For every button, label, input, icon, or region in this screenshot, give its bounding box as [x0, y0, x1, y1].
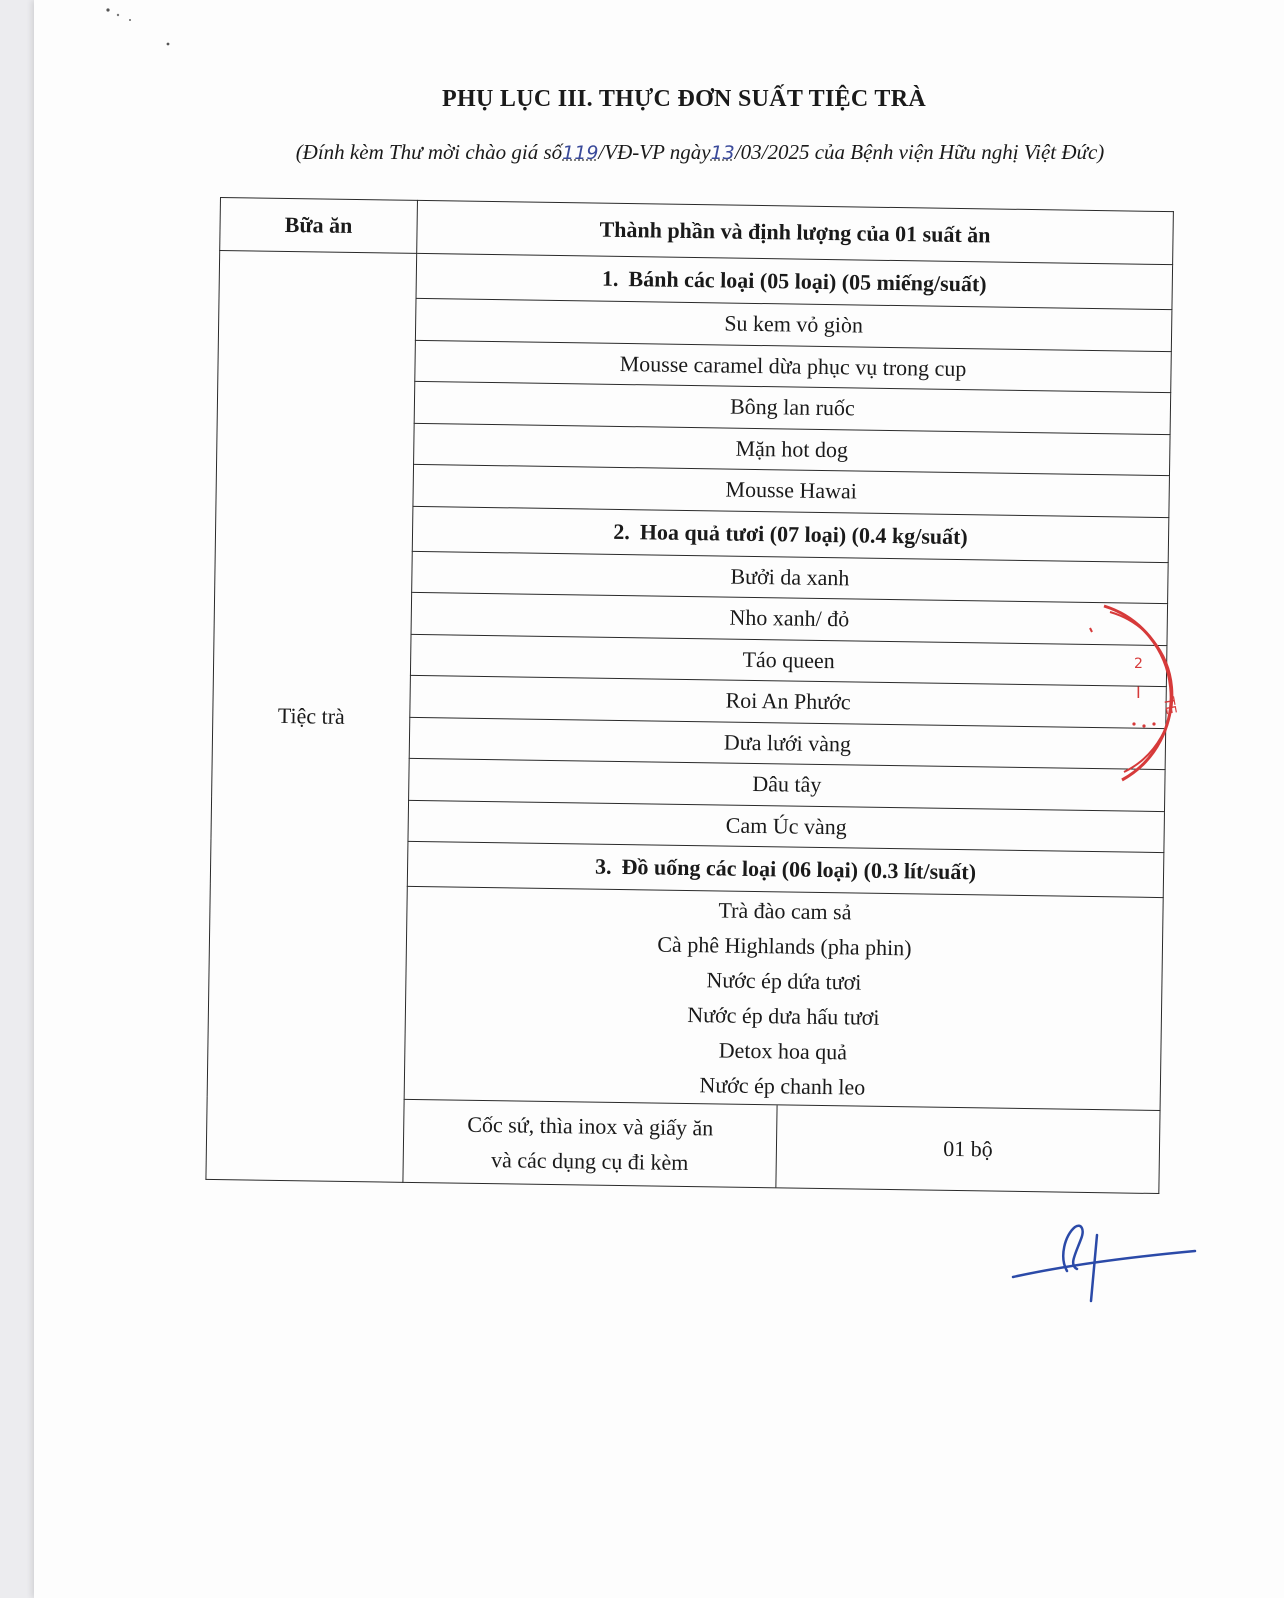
list-item: Cà phê Highlands (pha phin)	[657, 931, 912, 961]
list-item: Nước ép dưa hấu tươi	[687, 1002, 880, 1030]
subtitle-number: 119	[562, 142, 599, 164]
section-title: Bánh các loại (05 loại) (05 miếng/suất)	[628, 266, 987, 297]
document-title: PHỤ LỤC III. THỰC ĐƠN SUẤT TIỆC TRÀ	[442, 86, 926, 112]
list-item: Bông lan ruốc	[414, 381, 1171, 434]
list-item: Dâu tây	[409, 758, 1166, 811]
list-item: Bưởi da xanh	[412, 551, 1169, 604]
section-number: 3.	[594, 853, 612, 879]
utensils-line-2: và các dụng cụ đi kèm	[490, 1147, 689, 1176]
list-item: Su kem vỏ giòn	[415, 298, 1172, 351]
meal-name-cell: Tiệc trà	[206, 251, 417, 1183]
list-item: Trà đào cam sả	[718, 897, 852, 925]
utensils-quantity: 01 bộ	[943, 1135, 993, 1162]
subtitle-suffix: /03/2025 của Bệnh viện Hữu nghị Việt Đức)	[734, 140, 1105, 164]
document-subtitle	[34, 140, 1284, 165]
list-item: Mousse caramel dừa phục vụ trong cup	[415, 340, 1172, 393]
subtitle-prefix: (Đính kèm Thư mời chào giá số	[295, 140, 563, 164]
list-item: Nước ép dứa tươi	[706, 967, 862, 995]
list-item: Mousse Hawai	[413, 464, 1170, 517]
document-page	[34, 0, 1284, 1598]
scan-specks	[94, 0, 174, 60]
section-number: 2.	[613, 518, 631, 544]
svg-text:TE: TE	[1160, 695, 1179, 716]
list-item: Táo queen	[410, 634, 1167, 687]
list-item: Detox hoa quả	[718, 1037, 848, 1065]
section-number: 1.	[601, 265, 619, 291]
list-item: Dưa lưới vàng	[409, 717, 1166, 770]
utensils-line-1: Cốc sứ, thìa inox và giấy ăn	[467, 1111, 714, 1141]
list-item: Roi An Phước	[410, 675, 1167, 728]
list-item: Nước ép chanh leo	[699, 1072, 866, 1100]
drinks-cell	[404, 886, 1163, 1110]
subtitle-middle: /VĐ-VP ngày	[598, 140, 711, 164]
section-title: Hoa quả tươi (07 loại) (0.4 kg/suất)	[639, 518, 968, 549]
header-components: Thành phần và định lượng của 01 suất ăn	[417, 200, 1174, 264]
utensils-cell	[403, 1099, 1160, 1193]
list-item: Mặn hot dog	[414, 423, 1171, 476]
utensils-description	[403, 1100, 777, 1188]
svg-text:2: 2	[1134, 656, 1143, 672]
handwritten-signature	[1009, 1215, 1199, 1315]
svg-text:I: I	[1136, 683, 1141, 702]
list-item: Nho xanh/ đỏ	[411, 592, 1168, 645]
subtitle-day: 13	[710, 142, 735, 164]
list-item: Cam Úc vàng	[408, 800, 1165, 853]
section-title: Đồ uống các loại (06 loại) (0.3 lít/suất)	[621, 854, 977, 885]
menu-table	[205, 197, 1173, 1194]
header-meal: Bữa ăn	[220, 198, 418, 254]
